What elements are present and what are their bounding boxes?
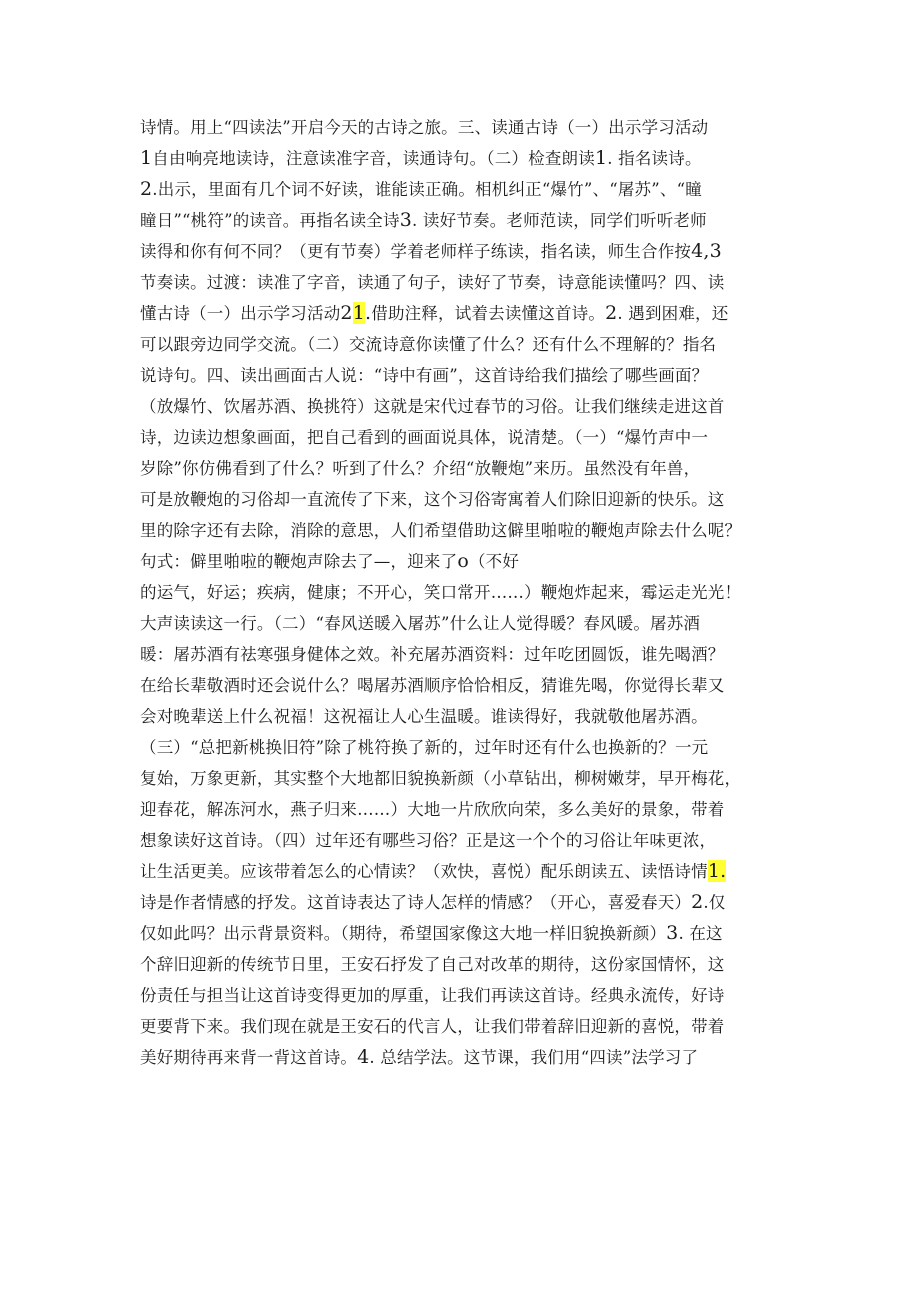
text-segment: 暖：屠苏酒有祛寒强身健体之效。补充屠苏酒资料：过年吃团圆饭，谁先喝酒？ <box>140 645 725 664</box>
text-line <box>140 887 785 918</box>
text-line <box>140 825 785 856</box>
text-segment: （三）“总把新桃换旧符”除了桃符换了新的，过年时还有什么也换新的？一元 <box>140 738 709 757</box>
text-line <box>140 608 785 639</box>
text-segment: 读得和你有何不同？（更有节奏）学着老师样子练读，指名读，师生合作按 <box>140 242 692 261</box>
text-segment: 让生活更美。应该带着怎么的心情读？（欢快，喜悦）配乐朗读五、读悟诗情 <box>140 862 708 881</box>
text-segment: 懂古诗（一）出示学习活动 <box>140 304 341 323</box>
text-segment: .出示，里面有几个词不好读，谁能读正确。相机纠正“爆竹”、“屠苏”、“瞳 <box>152 180 702 199</box>
highlighted-text: 1. <box>707 860 727 882</box>
text-line <box>140 391 785 422</box>
text-segment: 4 <box>357 1046 370 1068</box>
text-line <box>140 732 785 763</box>
text-line <box>140 1011 785 1042</box>
text-segment: 2 <box>140 178 153 200</box>
text-segment: 在给长辈敬酒时还会说什么？喝屠苏酒顺序恰恰相反，猜谁先喝，你觉得长辈又 <box>140 676 725 695</box>
text-segment: 会对晚辈送上什么祝福！这祝福让人心生温暖。谁读得好，我就敬他屠苏酒。 <box>140 707 708 726</box>
text-line <box>140 546 785 577</box>
text-segment: o <box>457 550 469 572</box>
text-line <box>140 949 785 980</box>
text-segment: 1 <box>140 147 153 169</box>
text-segment: . 遇到困难，还 <box>617 304 729 323</box>
text-line <box>140 453 785 484</box>
text-line <box>140 763 785 794</box>
text-line <box>140 267 785 298</box>
text-segment: 句式：僻里啪啦的鞭炮声除去了—，迎来了 <box>140 552 458 571</box>
text-segment: 更要背下来。我们现在就是王安石的代言人，让我们带着辞旧迎新的喜悦，带着 <box>140 1017 725 1036</box>
text-segment: 说诗句。四、读出画面古人说：“诗中有画”，这首诗给我们描绘了哪些画面？ <box>140 366 709 385</box>
text-line <box>140 639 785 670</box>
text-line <box>140 422 785 453</box>
text-line <box>140 236 785 267</box>
text-line <box>140 515 785 546</box>
text-line <box>140 856 785 887</box>
text-segment: 的运气，好运；疾病，健康；不开心，笑口常开……）鞭炮炸起来，霉运走光光！ <box>140 583 742 602</box>
text-segment: 3 <box>666 922 679 944</box>
text-segment: 自由响亮地读诗，注意读准字音，读通诗句。（二）检查朗读 <box>152 149 595 168</box>
text-line <box>140 143 785 174</box>
text-segment: 可是放鞭炮的习俗却一直流传了下来，这个习俗寄寓着人们除旧迎新的快乐。这 <box>140 490 725 509</box>
text-segment: . <box>365 302 372 324</box>
text-segment: 2 <box>340 302 353 324</box>
text-segment: 节奏读。过渡：读准了字音，读通了句子，读好了节奏，诗意能读懂吗？四、读 <box>140 273 725 292</box>
text-line <box>140 918 785 949</box>
text-segment: 诗情。用上“四读法”开启今天的古诗之旅。三、读通古诗（一）出示学习活动 <box>140 118 709 137</box>
text-segment: 里的除字还有去除，消除的意思，人们希望借助这僻里啪啦的鞭炮声除去什么呢？ <box>140 521 742 540</box>
text-segment: 美好期待再来背一背这首诗。 <box>140 1048 358 1067</box>
text-line <box>140 205 785 236</box>
text-segment: .仅 <box>703 893 726 912</box>
text-line <box>140 794 785 825</box>
text-line <box>140 112 785 143</box>
text-line <box>140 701 785 732</box>
text-line <box>140 298 785 329</box>
text-segment: （放爆竹、饮屠苏酒、换挑符）这就是宋代过春节的习俗。让我们继续走进这首 <box>140 397 725 416</box>
text-segment: . 总结学法。这节课，我们用“四读”法学习了 <box>369 1048 699 1067</box>
text-segment: 可以跟旁边同学交流。（二）交流诗意你读懂了什么？还有什么不理解的？指名 <box>140 335 717 354</box>
text-segment: 2 <box>691 891 704 913</box>
text-line <box>140 1042 785 1073</box>
text-segment: 借助注释，试着去读懂这首诗。 <box>371 304 606 323</box>
text-segment: 3 <box>399 209 413 231</box>
text-line <box>140 670 785 701</box>
text-segment: 个辞旧迎新的传统节日里，王安石抒发了自己对改革的期待，这份家国情怀，这 <box>140 955 725 974</box>
text-segment: 4,3 <box>691 240 722 262</box>
text-segment: 瞳日”“桃符”的读音。再指名读全诗 <box>140 211 400 230</box>
document-page <box>140 112 785 1073</box>
text-line <box>140 484 785 515</box>
text-segment: 复始，万象更新，其实整个大地都旧貌换新颜（小草钻出，柳树嫩芽，早开梅花， <box>140 769 742 788</box>
text-segment: . 在这 <box>678 924 723 943</box>
text-segment: （不好 <box>468 552 520 571</box>
text-line <box>140 174 785 205</box>
text-segment: 迎春花，解冻河水，燕子归来……）大地一片欣欣向荣，多么美好的景象，带着 <box>140 800 725 819</box>
highlighted-text: 1 <box>352 302 365 324</box>
text-segment: 仅如此吗？出示背景资料。（期待，希望国家像这大地一样旧貌换新颜） <box>140 924 667 943</box>
text-segment: . 指名读诗。 <box>607 149 702 168</box>
text-segment: 岁除”你仿佛看到了什么？听到了什么？介绍“放鞭炮”来历。虽然没有年兽， <box>140 459 701 478</box>
text-line <box>140 329 785 360</box>
text-line <box>140 980 785 1011</box>
text-segment: 想象读好这首诗。（四）过年还有哪些习俗？正是这一个个的习俗让年味更浓， <box>140 831 717 850</box>
text-line <box>140 577 785 608</box>
text-segment: . 读好节奏。老师范读，同学们听听老师 <box>412 211 707 230</box>
text-segment: 诗，边读边想象画面，把自己看到的画面说具体，说清楚。（一）“爆竹声中一 <box>140 428 709 447</box>
text-segment: 诗是作者情感的抒发。这首诗表达了诗人怎样的情感？（开心，喜爱春天） <box>140 893 692 912</box>
text-segment: 大声读读这一行。（二）“春风送暖入屠苏”什么让人觉得暖？春风暖。屠苏酒 <box>140 614 701 633</box>
text-segment: 1 <box>594 147 608 169</box>
text-line <box>140 360 785 391</box>
text-segment: 2 <box>605 302 618 324</box>
text-segment: 份责任与担当让这首诗变得更加的厚重，让我们再读这首诗。经典永流传，好诗 <box>140 986 725 1005</box>
